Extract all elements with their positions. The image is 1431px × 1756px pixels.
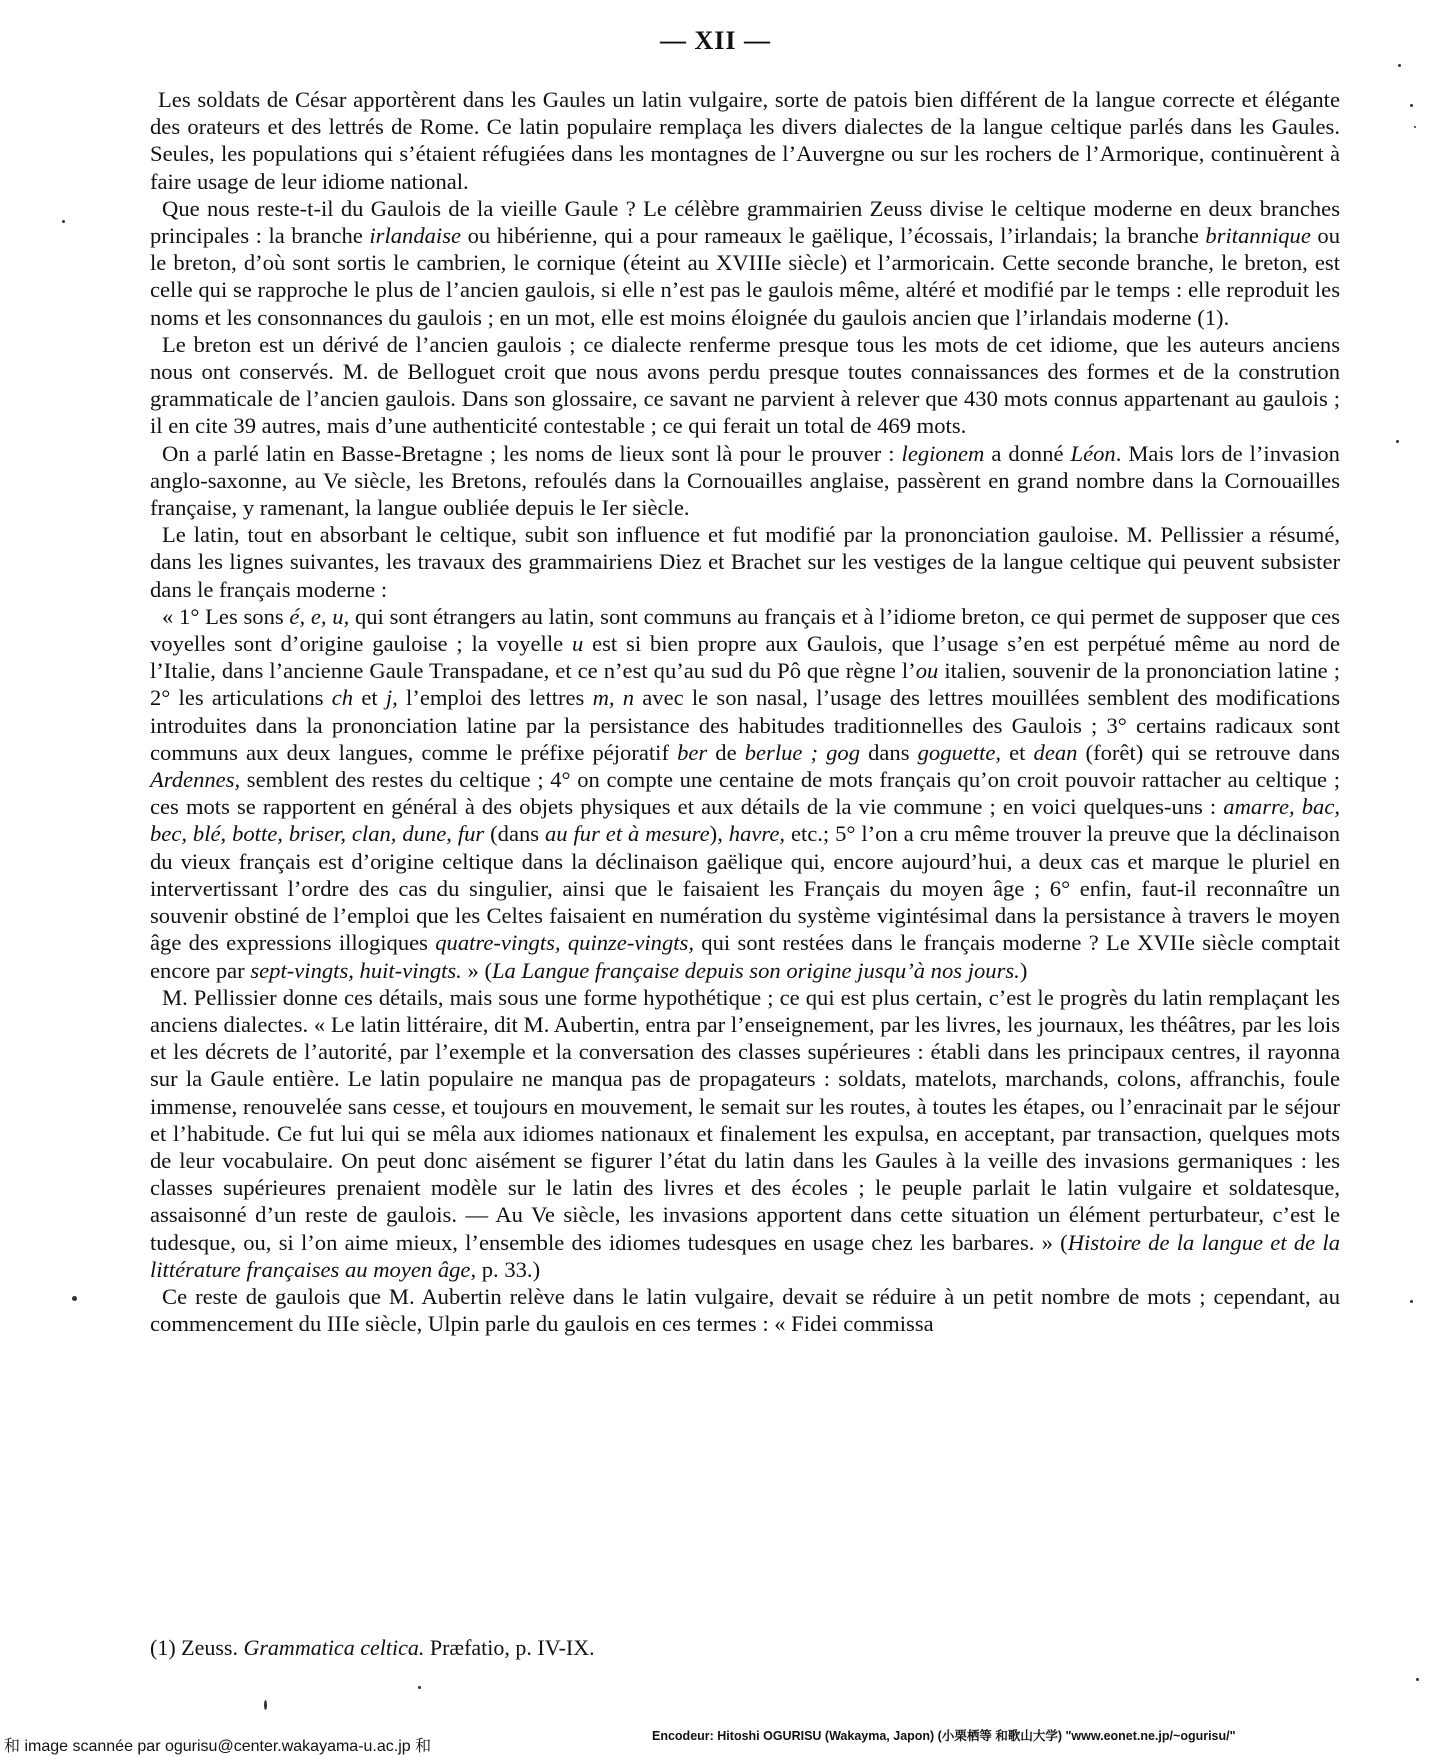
scan-speck xyxy=(62,220,65,223)
italic-run: britannique xyxy=(1205,223,1311,249)
italic-run: é, e, u, xyxy=(289,603,350,629)
scan-speck xyxy=(1410,1300,1413,1303)
text-run: « 1° Les sons xyxy=(162,603,290,629)
footnote-marker: (1) xyxy=(150,1635,176,1660)
text-run: dans xyxy=(860,739,918,765)
text-run: ), xyxy=(709,821,729,847)
italic-run: ch xyxy=(331,685,354,711)
italic-run: legionem xyxy=(901,440,985,466)
italic-run: j, xyxy=(385,685,398,711)
scan-speck xyxy=(72,1296,77,1301)
text-run: semblent des restes du celtique ; 4° on compte une centaine de mots français qu’on croit pouvoir rattacher au celtique ; ces mots se rapportent en général à des objets physiques et aux détails de la vie commune ; en voici quelques-uns : xyxy=(150,767,1340,820)
italic-run: ou xyxy=(915,658,939,684)
italic-run: sept-vingts, huit-vingts. xyxy=(250,957,462,983)
text-run: italien, souvenir de la prononciation latine ; 2° les articulations xyxy=(150,658,1340,711)
text-run: avec le son nasal, l’usage des lettres mouillées semblent des modifications introduites dans la prononciation latine par la persistance des habitudes traditionnelles des Gaulois ; 3° certains radicaux sont communs aux deux langues, comme le préfixe péjoratif xyxy=(150,685,1340,765)
italic-run: La Langue française depuis son origine jusqu’à nos jours. xyxy=(491,957,1020,983)
italic-run: goguette, xyxy=(917,739,1002,765)
italic-run: Ardennes, xyxy=(150,767,241,793)
text-run: est si bien propre aux Gaulois, que l’usage s’en est perpétué même au nord de l’Italie, dans l’ancienne Gaule Transpadane, et ce n’est qu’au sud du Pô que règne l’ xyxy=(150,631,1340,684)
encoder-credit: Encodeur: Hitoshi OGURISU (Wakayma, Japon) (小栗栖等 和歌山大学) "www.eonet.ne.jp/~ogurisu/" xyxy=(652,1729,1236,1743)
italic-run: dean xyxy=(1033,739,1078,765)
footnote-title: Grammatica celtica. xyxy=(243,1635,425,1660)
page-number: — XII — xyxy=(659,26,771,55)
scan-credit: 和 image scannée par ogurisu@center.wakayama-u.ac.jp 和 xyxy=(4,1738,432,1755)
text-run: de xyxy=(707,739,745,765)
scan-speck xyxy=(418,1686,421,1689)
italic-run: quatre-vingts, quinze-vingts, xyxy=(435,930,694,956)
text-run: Le breton est un dérivé de l’ancien gaulois ; ce dialecte renferme presque tous les mots de cet idiome, que les auteurs anciens nous ont conservés. M. de Belloguet croit que nous avons perdu presque toutes connaissances des formes et de la constrution grammaticale de l’ancien gaulois. Dans son glossaire, ce savant ne parvient à relever que 430 mots connus appartenant au gaulois ; il en cite 39 autres, mais d’une authenticité contestable ; ce qui ferait un total de 469 mots. xyxy=(150,331,1340,439)
text-run: (forêt) qui se retrouve dans xyxy=(1077,739,1340,765)
text-run: ) xyxy=(1019,957,1028,983)
text-run: et xyxy=(353,685,386,711)
paragraph xyxy=(150,86,1340,195)
scan-speck xyxy=(1396,440,1399,443)
text-run: p. 33.) xyxy=(476,1256,541,1282)
paragraph xyxy=(150,603,1340,984)
text-run: etc.; 5° l’on a cru même trouver la preuve que la déclinaison du vieux français est d’origine celtique dans la déclinaison gaëlique qui, encore aujourd’hui, a deux cas et marque le pluriel en intervertissant l’ordre des cas du singulier, ainsi que le faisaient les Français du moyen âge ; 6° enfin, faut-il reconnaître un souvenir obstiné de l’emploi que les Celtes faisaient en numération du système vigintésimal dans la persistance à travers le moyen âge des expressions illogiques xyxy=(150,821,1340,956)
text-run: et xyxy=(1001,739,1034,765)
text-run: On a parlé latin en Basse-Bretagne ; les noms de lieux sont là pour le prouver : xyxy=(162,440,902,466)
text-run: qui sont étrangers au latin, sont communs au français et à l’idiome breton, ce qui permet de supposer que ces voyelles sont d’origine gauloise ; la voyelle xyxy=(150,603,1340,657)
text-run: Le latin, tout en absorbant le celtique, subit son influence et fut modifié par la prononciation gauloise. M. Pellissier a résumé, dans les lignes suivantes, les travaux des grammairiens Diez et Brachet sur les vestiges de la langue celtique qui peuvent subsister dans le français moderne : xyxy=(150,522,1340,602)
text-run: qui sont restées dans le français moderne ? Le XVIIe siècle comptait encore par xyxy=(150,930,1340,983)
text-run: » ( xyxy=(461,957,492,983)
text-run: . Mais lors de l’invasion anglo-saxonne, au Ve siècle, les Bretons, refoulés dans la Cornouailles anglaise, passèrent en grand nombre dans la Cornouailles française, y ramenant, la langue oubliée depuis le Ier siècle. xyxy=(150,440,1340,521)
paragraph xyxy=(150,1283,1340,1337)
footnote-rest: Præfatio, p. IV-IX. xyxy=(429,1635,595,1660)
italic-run: au fur et à mesure xyxy=(545,821,710,847)
paragraph xyxy=(150,440,1340,522)
scan-speck xyxy=(1398,64,1401,67)
italic-run: amarre, bac, bec, blé, botte, briser, clan, dune, fur xyxy=(150,794,1340,847)
paragraph xyxy=(150,195,1340,331)
body-text xyxy=(150,86,1340,1337)
italic-run: havre, xyxy=(728,821,786,847)
italic-run: Histoire de la langue et de la littérature françaises au moyen âge, xyxy=(150,1229,1340,1282)
italic-run: berlue ; gog xyxy=(744,739,861,765)
paragraph xyxy=(150,331,1340,440)
text-run: (dans xyxy=(484,821,545,847)
scan-speck xyxy=(264,1700,267,1710)
scan-speck xyxy=(1416,1678,1419,1681)
paragraph xyxy=(150,984,1340,1283)
scan-speck xyxy=(1414,126,1416,128)
scan-speck xyxy=(1410,104,1413,107)
text-run: a donné xyxy=(984,440,1071,466)
footnote xyxy=(150,1634,1050,1662)
text-run: l’emploi des lettres xyxy=(397,685,593,711)
italic-run: ber xyxy=(677,739,708,765)
italic-run: m, n xyxy=(592,685,635,711)
text-run: ou hibérienne, qui a pour rameaux le gaëlique, l’écossais, l’irlandais; la branche xyxy=(461,223,1206,249)
text-run: M. Pellissier donne ces détails, mais sous une forme hypothétique ; ce qui est plus certain, c’est le progrès du latin remplaçant les anciens dialectes. « Le latin littéraire, dit M. Aubertin, entra par l’enseignement, par les livres, les journaux, les théâtres, par les lois et les décrets de l’autorité, par l’exemple et la conversation des classes supérieures : établi dans les principaux centres, il rayonna sur la Gaule entière. Le latin populaire ne manqua pas de propagateurs : soldats, matelots, marchands, colons, affranchis, foule immense, renouvelée sans cesse, et toujours en mouvement, le semait sur les routes, à toutes les étapes, ou l’enracinait par le séjour et l’habitude. Ce fut lui qui se mêla aux idiomes nationaux et finalement les expulsa, en acceptant, par transaction, quelques mots de leur vocabulaire. On peut donc aisément se figurer l’état du latin dans les Gaules à la veille des invasions germaniques : les classes supérieures prenaient modèle sur le latin des livres et des écoles ; le peuple parlait le latin vulgaire et soldatesque, assaisonné d’un reste de gaulois. — Au Ve siècle, les invasions apportent dans cette situation un élément perturbateur, c’est le tudesque, ou, si l’on aime mieux, l’ensemble des idiomes tudesques en usage chez les barbares. » ( xyxy=(150,984,1340,1255)
text-run: Ce reste de gaulois que M. Aubertin relève dans le latin vulgaire, devait se réduire à un petit nombre de mots ; cependant, au commencement du IIIe siècle, Ulpin parle du gaulois en ces termes : « Fidei commissa xyxy=(150,1283,1340,1337)
italic-run: u xyxy=(571,631,584,657)
italic-run: irlandaise xyxy=(369,223,462,249)
footnote-author: Zeuss. xyxy=(181,1635,238,1660)
text-run: Que nous reste-t-il du Gaulois de la vieille Gaule ? Le célèbre grammairien Zeuss divise le celtique moderne en deux branches principales : la branche xyxy=(150,195,1340,249)
italic-run: Léon xyxy=(1070,440,1116,466)
paragraph xyxy=(150,521,1340,603)
text-run: Les soldats de César apportèrent dans les Gaules un latin vulgaire, sorte de patois bien différent de la langue correcte et élégante des orateurs et des lettrés de Rome. Ce latin populaire remplaça les divers dialectes de la langue celtique parlés dans les Gaules. Seules, les populations qui s’étaient réfugiées dans les montagnes de l’Auvergne ou sur les rochers de l’Armorique, continuèrent à faire usage de leur idiome national. xyxy=(150,87,1340,194)
text-run: ou le breton, d’où sont sortis le cambrien, le cornique (éteint au XVIIIe siècle) et l’armoricain. Cette seconde branche, le breton, est celle qui se rapproche le plus de l’ancien gaulois, si elle n’est pas le gaulois même, altéré et modifié par le temps : elle reproduit les noms et les consonnances du gaulois ; en un mot, elle est moins éloignée du gaulois ancien que l’irlandais moderne (1). xyxy=(150,223,1340,330)
